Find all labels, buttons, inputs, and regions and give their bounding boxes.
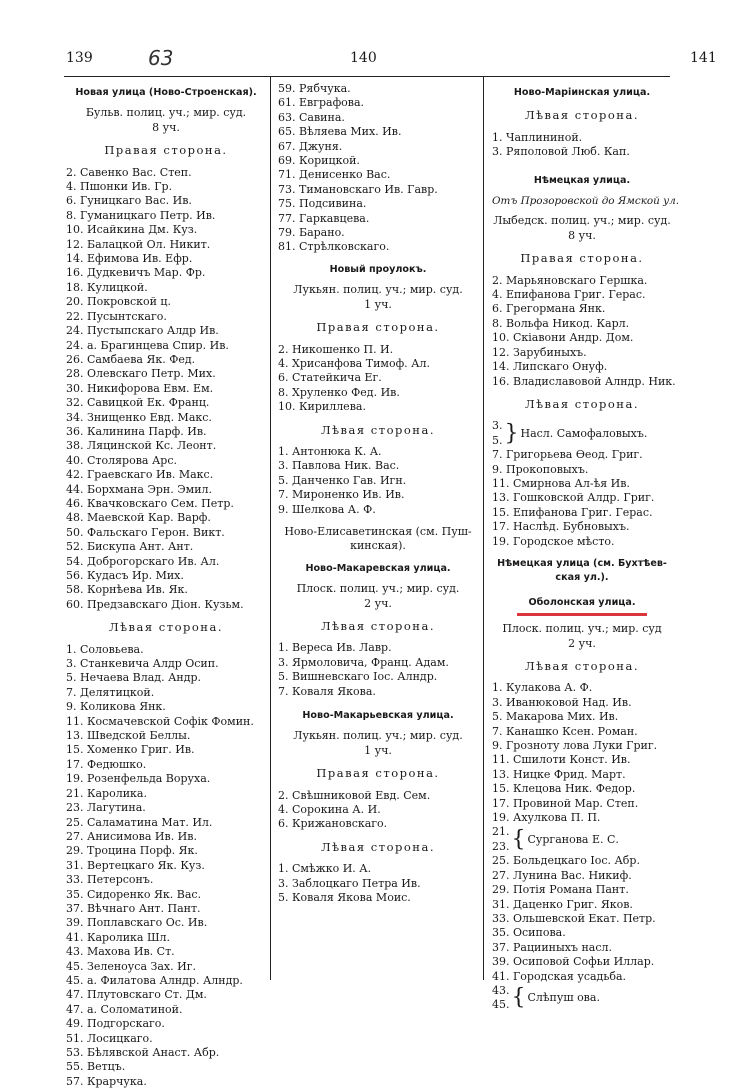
- list-item: 28. Олевскаго Петр. Мих.: [66, 367, 216, 381]
- left-side-list: [278, 445, 478, 517]
- list-item: 6. Статейкича Ег.: [278, 371, 382, 385]
- list-item: 63. Савина.: [278, 110, 345, 124]
- column-divider-2: [483, 77, 484, 980]
- list-item: 31. Вертецкаго Як. Куз.: [66, 858, 205, 872]
- list-item: 39. Поплавскаго Ос. Ив.: [66, 916, 208, 930]
- cross-reference-nemetskaya: [492, 557, 672, 586]
- list-item: 35. Осипова.: [492, 926, 566, 940]
- right-side-heading: Правая сторона.: [316, 766, 440, 781]
- column-divider-1: [270, 77, 271, 980]
- braced-name: Насл. Самофаловыхъ.: [520, 426, 648, 440]
- list-item: 16. Дудкевичъ Мар. Фр.: [66, 266, 206, 280]
- list-item: 41. Городская усадьба.: [492, 969, 626, 983]
- brace-glyph: {: [511, 985, 526, 1011]
- left-side-list: [492, 854, 672, 984]
- street-title-makar-2: Ново-Макарьевская улица.: [302, 710, 454, 722]
- list-item: 1. Антонюка К. А.: [278, 444, 382, 458]
- list-item: 10. Исайкина Дм. Куз.: [66, 223, 198, 237]
- left-side-list: [278, 641, 478, 699]
- page-header: [0, 46, 739, 72]
- list-item: 29. Потія Романа Пант.: [492, 883, 629, 897]
- list-item: 5. Коваля Якова Моис.: [278, 891, 411, 905]
- cross-ref-line-1: Ново-Елисаветинская (см. Пуш-: [284, 524, 472, 538]
- list-item: 57. Крарчука.: [66, 1074, 147, 1088]
- list-item: 33. Ольшевской Екат. Петр.: [492, 911, 656, 925]
- list-item: 27. Анисимова Ив. Ив.: [66, 829, 197, 843]
- list-item: 25. Больдецкаго Іос. Абр.: [492, 854, 640, 868]
- list-item: 9. Коликова Янк.: [66, 700, 166, 714]
- column-2: [278, 82, 478, 906]
- left-side-list: [66, 643, 266, 1089]
- street-title-lane: Новый проулокъ.: [329, 263, 427, 275]
- list-item: 21. Каролика.: [66, 786, 147, 800]
- continued-list: [278, 82, 478, 255]
- list-item: 25. Саламатина Мат. Ил.: [66, 815, 213, 829]
- list-item: 11. Космачевской Софік Фомин.: [66, 714, 254, 728]
- list-item: 1. Соловьева.: [66, 642, 144, 656]
- list-item: 75. Подсивина.: [278, 197, 367, 211]
- list-item: 71. Денисенко Вас.: [278, 168, 391, 182]
- cross-ref-line-1: Нѣмецкая улица (см. Бухтѣев-: [497, 557, 667, 569]
- list-item: 2. Савенко Вас. Степ.: [66, 165, 192, 179]
- police-district-obolonskaya: [492, 622, 672, 651]
- list-item: 3. Ряполовой Люб. Кап.: [492, 145, 630, 159]
- list-item: 13. Ницке Фрид. Март.: [492, 767, 626, 781]
- list-item: 11. Сшилоти Конст. Ив.: [492, 753, 631, 767]
- left-side-list: [492, 448, 672, 549]
- list-item: 16. Владиславовой Алндр. Ник.: [492, 374, 676, 388]
- list-item: 24. Пустыпскаго Алдр Ив.: [66, 324, 219, 338]
- list-item: 52. Бискупа Ант. Ант.: [66, 540, 194, 554]
- left-side-heading: Лѣвая сторона.: [321, 619, 435, 633]
- police-line-1: Бульв. полиц. уч.; мир. суд.: [85, 106, 247, 120]
- list-item: 9. Прокоповыхъ.: [492, 462, 589, 476]
- list-item: 15. Епифанова Григ. Герас.: [492, 505, 653, 519]
- list-item: 17. Наслѣд. Бубновыхъ.: [492, 520, 630, 534]
- list-item: 50. Фальскаго Герон. Викт.: [66, 525, 225, 539]
- braced-name: Сурганова Е. С.: [527, 832, 619, 846]
- list-item: 7. Канашко Ксен. Роман.: [492, 724, 638, 738]
- list-item: 33. Петерсонъ.: [66, 873, 154, 887]
- list-item: 59. Рябчука.: [278, 82, 351, 95]
- right-side-heading: Правая сторона.: [520, 251, 644, 266]
- braced-name: Слѣпуш ова.: [527, 991, 600, 1005]
- list-item: 48. Маевской Кар. Варф.: [66, 511, 211, 525]
- list-item: 24. а. Брагинцева Спир. Ив.: [66, 338, 229, 352]
- list-item: 6. Грегормана Янк.: [492, 302, 606, 316]
- police-line-2: 8 уч.: [152, 120, 180, 134]
- list-item: 17. Федюшко.: [66, 757, 147, 771]
- page-number-right: 141: [690, 50, 717, 66]
- list-item: 3. Ярмоловича, Франц. Адам.: [278, 655, 449, 669]
- list-item: 37. Рацииныхъ насл.: [492, 940, 613, 954]
- list-item: 55. Ветцъ.: [66, 1060, 126, 1074]
- header-rule: [64, 76, 670, 77]
- list-item: 38. Ляцинской Кс. Леонт.: [66, 439, 217, 453]
- police-district-makar-2: [278, 729, 478, 758]
- list-item: 81. Стрѣлковскаго.: [278, 240, 390, 254]
- left-side-heading: Лѣвая сторона.: [321, 839, 435, 854]
- list-item: 37. Вѣчнаго Ант. Пант.: [66, 901, 201, 915]
- page-number-left: 139: [66, 50, 93, 66]
- brace-glyph: }: [504, 420, 519, 446]
- list-item: 5. Данченко Гав. Игн.: [278, 473, 407, 487]
- police-district-nemetskaya: [492, 214, 672, 243]
- left-side-list: [278, 862, 478, 905]
- list-item: 8. Гуманицкаго Петр. Ив.: [66, 208, 216, 222]
- list-item: 67. Джуня.: [278, 139, 343, 153]
- braced-entry: [492, 984, 672, 1013]
- list-item: 19. Городское мѣсто.: [492, 534, 615, 548]
- list-item: 47. Плутовскаго Ст. Дм.: [66, 988, 207, 1002]
- braced-numbers: 3. 5.: [492, 419, 503, 447]
- list-item: 14. Липскаго Онуф.: [492, 360, 608, 374]
- list-item: 1. Чаплининой.: [492, 130, 583, 144]
- list-item: 9. Шелкова А. Ф.: [278, 502, 376, 516]
- list-item: 23. Лагутина.: [66, 801, 146, 815]
- list-item: 14. Ефимова Ив. Ефр.: [66, 252, 193, 266]
- list-item: 47. а. Соломатиной.: [66, 1002, 183, 1016]
- list-item: 51. Лосицкаго.: [66, 1031, 153, 1045]
- police-line-2: 1 уч.: [364, 743, 392, 757]
- list-item: 15. Клецова Ник. Федор.: [492, 782, 636, 796]
- list-item: 5. Нечаева Влад. Андр.: [66, 671, 202, 685]
- list-item: 53. Бѣлявской Анаст. Абр.: [66, 1046, 220, 1059]
- list-item: 69. Корицкой.: [278, 154, 360, 168]
- police-line-1: Плоск. полиц. уч.; мир. суд.: [296, 582, 460, 596]
- street-segment: Отъ Прозоровской до Ямской ул.: [492, 195, 680, 208]
- list-item: 32. Савицкой Ек. Франц.: [66, 396, 210, 410]
- right-side-list: [492, 273, 676, 389]
- list-item: 4. Пшонки Ив. Гр.: [66, 180, 173, 194]
- list-item: 65. Вѣляева Мих. Ив.: [278, 125, 402, 139]
- left-side-list: [492, 131, 672, 160]
- braced-numbers: 43. 45.: [492, 983, 510, 1012]
- list-item: 40. Столярова Арс.: [66, 453, 177, 467]
- list-item: 22. Пусынтскаго.: [66, 309, 167, 323]
- list-item: 3. Заблоцкаго Петра Ив.: [278, 876, 421, 890]
- list-item: 8. Вольфа Никод. Карл.: [492, 316, 630, 330]
- list-item: 35. Сидоренко Як. Вас.: [66, 887, 202, 901]
- list-item: 4. Епифанова Григ. Герас.: [492, 288, 646, 302]
- left-side-heading: Лѣвая сторона.: [321, 422, 435, 437]
- list-item: 7. Мироненко Ив. Ив.: [278, 488, 405, 502]
- list-item: 77. Гаркавцева.: [278, 211, 370, 225]
- right-side-list: [278, 343, 478, 415]
- list-item: 17. Провиной Мар. Степ.: [492, 796, 639, 810]
- list-item: 15. Хоменко Григ. Ив.: [66, 743, 195, 757]
- list-item: 1. Кулакова А. Ф.: [492, 681, 593, 695]
- left-side-heading: Лѣвая сторона.: [525, 659, 639, 673]
- list-item: 3. Иванюковой Над. Ив.: [492, 695, 632, 709]
- list-item: 43. Махова Ив. Ст.: [66, 945, 175, 959]
- left-side-list: [492, 681, 672, 825]
- list-item: 79. Барано.: [278, 226, 345, 240]
- column-3: [492, 82, 680, 1013]
- list-item: 18. Кулицкой.: [66, 280, 148, 294]
- list-item: 31. Даценко Григ. Яков.: [492, 897, 633, 911]
- list-item: 12. Зарубиныхъ.: [492, 345, 587, 359]
- police-line-2: 2 уч.: [568, 636, 596, 650]
- list-item: 11. Смирнова Ал-ѣя Ив.: [492, 476, 630, 490]
- list-item: 10. Скіавони Андр. Дом.: [492, 331, 634, 345]
- list-item: 45. а. Филатова Алндр. Алндр.: [66, 973, 243, 987]
- handwritten-note: 63: [148, 46, 174, 70]
- street-title-nemetskaya: Нѣмецкая улица.: [533, 174, 631, 186]
- list-item: 7. Делятицкой.: [66, 685, 155, 699]
- list-item: 4. Хрисанфова Тимоф. Ал.: [278, 356, 430, 370]
- list-item: 36. Калинина Парф. Ив.: [66, 424, 207, 438]
- list-item: 2. Никошенко П. И.: [278, 342, 394, 356]
- right-side-heading: Правая сторона.: [104, 143, 228, 158]
- list-item: 54. Доброгорскаго Ив. Ал.: [66, 554, 220, 568]
- street-title-mariin: Ново-Маріинская улица.: [513, 87, 651, 98]
- list-item: 3. Павлова Ник. Вас.: [278, 459, 400, 473]
- street-title-novaya: Новая улица (Ново-Строенская).: [75, 87, 257, 98]
- list-item: 41. Каролика Шл.: [66, 930, 171, 944]
- list-item: 42. Граевскаго Ив. Макс.: [66, 468, 214, 482]
- list-item: 30. Никифорова Евм. Ем.: [66, 381, 214, 395]
- police-line-1: Плоск. полиц. уч.; мир. суд: [502, 622, 662, 636]
- list-item: 12. Балацкой Ол. Никит.: [66, 237, 211, 251]
- police-line-1: Лукьян. полиц. уч.; мир. суд.: [293, 283, 463, 297]
- police-district-novaya: [66, 106, 266, 135]
- left-side-heading: Лѣвая сторона.: [525, 108, 639, 123]
- list-item: 45. Зеленоуса Зах. Иг.: [66, 959, 196, 973]
- list-item: 2. Свѣшниковой Евд. Сем.: [278, 788, 431, 802]
- list-item: 5. Вишневскаго Іос. Алндр.: [278, 670, 438, 684]
- police-line-1: Лукьян. полиц. уч.; мир. суд.: [293, 729, 463, 743]
- police-line-1: Лыбедск. полиц. уч.; мир. суд.: [493, 214, 671, 228]
- brace-glyph: {: [511, 826, 526, 852]
- list-item: 13. Гошковской Алдр. Григ.: [492, 491, 655, 505]
- list-item: 13. Шведской Беллы.: [66, 729, 191, 743]
- page-number-center: 140: [350, 50, 377, 66]
- list-item: 56. Кудасъ Ир. Мих.: [66, 569, 184, 582]
- braced-entry: [492, 825, 672, 854]
- list-item: 29. Троцина Порф. Як.: [66, 844, 198, 858]
- right-side-list: [278, 789, 478, 832]
- red-underline: [517, 613, 647, 616]
- list-item: 6. Гуницкаго Вас. Ив.: [66, 194, 192, 208]
- list-item: 27. Лунина Вас. Никиф.: [492, 868, 632, 882]
- list-item: 61. Евграфова.: [278, 96, 365, 110]
- cross-ref-line-2: ская ул.).: [555, 572, 609, 584]
- list-item: 3. Станкевича Алдр Осип.: [66, 657, 219, 671]
- list-item: 49. Подгорскаго.: [66, 1017, 165, 1031]
- column-1: [66, 82, 266, 1089]
- right-side-list: [66, 166, 266, 613]
- left-side-heading: Лѣвая сторона.: [109, 620, 223, 635]
- list-item: 7. Коваля Якова.: [278, 684, 376, 698]
- list-item: 20. Покровской ц.: [66, 295, 171, 309]
- list-item: 9. Грозноту лова Луки Григ.: [492, 739, 658, 753]
- street-title-makar-1: Ново-Макаревская улица.: [305, 562, 451, 574]
- list-item: 58. Корнѣева Ив. Як.: [66, 583, 188, 597]
- street-title-obolonskaya: Оболонская улица.: [528, 596, 636, 608]
- cross-reference-novo-elis: [278, 525, 478, 554]
- list-item: 5. Макарова Мих. Ив.: [492, 710, 619, 724]
- list-item: 44. Борхмана Эрн. Эмил.: [66, 482, 213, 496]
- list-item: 1. Смѣжко И. А.: [278, 862, 372, 876]
- list-item: 6. Крижановскаго.: [278, 817, 388, 831]
- cross-ref-line-2: кинская).: [350, 539, 406, 553]
- list-item: 8. Хруленко Фед. Ив.: [278, 385, 400, 399]
- police-line-2: 2 уч.: [364, 596, 392, 610]
- list-item: 46. Квачковскаго Сем. Петр.: [66, 496, 234, 510]
- left-side-heading: Лѣвая сторона.: [525, 396, 639, 411]
- police-district-makar-1: [278, 582, 478, 611]
- list-item: 1. Вереса Ив. Лавр.: [278, 641, 392, 655]
- police-line-2: 8 уч.: [568, 228, 596, 242]
- list-item: 26. Самбаева Як. Фед.: [66, 352, 196, 366]
- list-item: 73. Тимановскаго Ив. Гавр.: [278, 182, 438, 196]
- list-item: 60. Предзавскаго Діон. Кузьм.: [66, 597, 244, 611]
- police-line-2: 1 уч.: [364, 297, 392, 311]
- braced-entry: [492, 419, 672, 448]
- list-item: 2. Марьяновскаго Гершка.: [492, 273, 648, 287]
- list-item: 39. Осиповой Софьи Иллар.: [492, 955, 655, 969]
- list-item: 19. Ахулкова П. П.: [492, 811, 601, 825]
- list-item: 19. Розенфельда Воруха.: [66, 772, 211, 786]
- list-item: 10. Кириллева.: [278, 400, 366, 414]
- braced-numbers: 21. 23.: [492, 825, 510, 853]
- list-item: 34. Знищенко Евд. Макс.: [66, 410, 212, 424]
- police-district-lane: [278, 283, 478, 312]
- list-item: 7. Григорьева Ѳеод. Григ.: [492, 448, 643, 462]
- right-side-heading: Правая сторона.: [316, 320, 440, 335]
- list-item: 4. Сорокина А. И.: [278, 803, 381, 817]
